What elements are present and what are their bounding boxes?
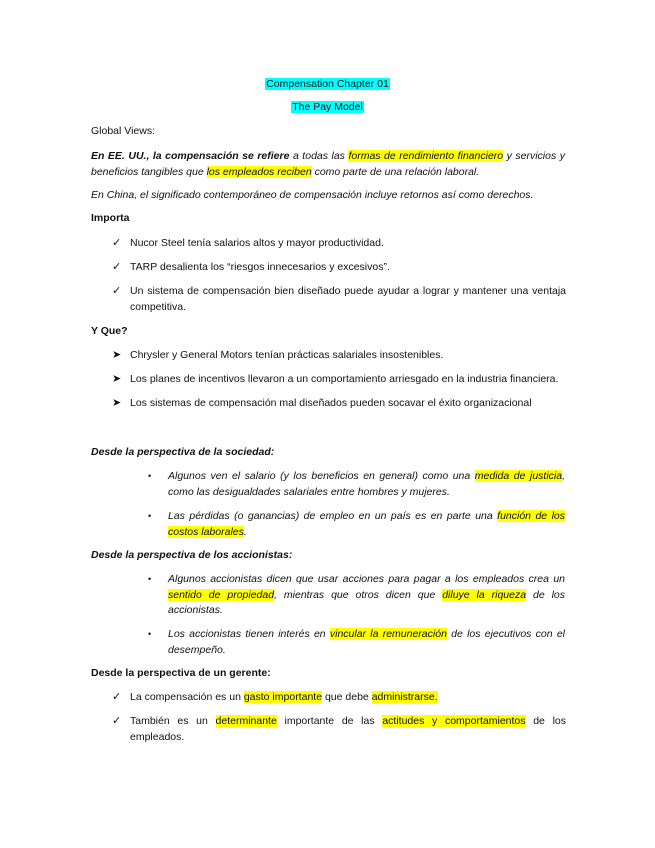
accionistas-item-1 xyxy=(168,572,565,619)
yque-heading: Y Que? xyxy=(91,325,128,337)
title-line xyxy=(0,77,655,93)
gerente-1-highlight-1: gasto importante xyxy=(243,691,323,703)
usa-paragraph xyxy=(91,149,565,180)
gerente-heading: Desde la perspectiva de un gerente: xyxy=(91,667,271,679)
gerente-2-text-2: importante de las xyxy=(276,715,383,727)
sociedad-2-text-1: Las pérdidas (o ganancias) de empleo en un país es en parte una xyxy=(168,510,498,522)
china-paragraph: En China, el significado contemporáneo de compensación incluye retornos así como derechos. xyxy=(91,189,534,201)
gerente-item-1 xyxy=(130,690,566,706)
global-views-label: Global Views: xyxy=(91,125,156,137)
gerente-2-highlight-2: actitudes y comportamientos xyxy=(382,715,526,727)
sociedad-item-2 xyxy=(168,509,565,540)
arrow-bullet-icon: ➤ xyxy=(112,373,122,385)
usa-bold-lead: En EE. UU., la compensación se refiere xyxy=(91,150,290,162)
gerente-1-text-1: La compensación es un xyxy=(130,691,244,703)
sociedad-heading: Desde la perspectiva de la sociedad: xyxy=(91,446,275,458)
gerente-2-text-3: de los empleados. xyxy=(130,715,566,743)
usa-highlight-1: formas de rendimiento financiero xyxy=(348,150,504,162)
gerente-1-text-2: que debe xyxy=(322,691,372,703)
check-icon: ✓ xyxy=(112,237,122,249)
accionistas-1-text-1: Algunos accionistas dicen que usar acciones para pagar a los empleados crea un xyxy=(168,573,565,585)
accionistas-1-text-2: , mientras que otros dicen que xyxy=(274,588,443,601)
usa-text-1: a todas las xyxy=(289,150,349,162)
sociedad-2-text-2: . xyxy=(243,525,247,538)
importa-heading: Importa xyxy=(91,212,130,224)
bullet-icon: • xyxy=(148,574,152,584)
bullet-icon: • xyxy=(148,471,152,481)
check-icon: ✓ xyxy=(112,285,122,297)
bullet-icon: • xyxy=(148,511,152,521)
accionistas-1-highlight-1: sentido de propiedad xyxy=(168,588,275,601)
accionistas-1-text-3: de los accionistas. xyxy=(168,588,565,616)
gerente-item-2 xyxy=(130,714,566,745)
accionistas-item-2 xyxy=(168,627,565,658)
accionistas-2-highlight: vincular la remuneración xyxy=(329,628,447,640)
yque-item-3: Los sistemas de compensación mal diseñados pueden socavar el éxito organizacional xyxy=(130,397,532,409)
arrow-bullet-icon: ➤ xyxy=(112,349,122,361)
importa-item-2: TARP desalienta los “riesgos innecesarios y excesivos”. xyxy=(130,261,390,273)
accionistas-heading: Desde la perspectiva de los accionistas: xyxy=(91,549,293,561)
gerente-2-text-1: También es un xyxy=(130,715,216,727)
importa-item-1: Nucor Steel tenía salarios altos y mayor productividad. xyxy=(130,237,384,249)
yque-item-1: Chrysler y General Motors tenían prácticas salariales insostenibles. xyxy=(130,349,444,361)
gerente-2-highlight-1: determinante xyxy=(215,715,277,727)
bullet-icon: • xyxy=(148,629,152,639)
sociedad-1-text-1: Algunos ven el salario (y los beneficios en general) como una xyxy=(168,470,475,482)
check-icon: ✓ xyxy=(112,691,122,703)
accionistas-1-highlight-2: diluye la riqueza xyxy=(442,588,527,601)
usa-text-3: como parte de una relación laboral. xyxy=(311,165,480,178)
usa-highlight-2: los empleados reciben xyxy=(206,165,312,178)
gerente-1-highlight-2: administrarse. xyxy=(371,691,438,703)
sociedad-1-highlight: medida de justicia xyxy=(474,470,563,482)
sociedad-1-text-2: , como las desigualdades salariales entre hombres y mujeres. xyxy=(168,470,565,498)
check-icon: ✓ xyxy=(112,261,122,273)
accionistas-2-text-2: de los ejecutivos con el desempeño. xyxy=(168,628,565,656)
subtitle-line xyxy=(0,100,655,116)
arrow-bullet-icon: ➤ xyxy=(112,397,122,409)
document-subtitle: The Pay Model xyxy=(292,101,363,113)
usa-text-2: y servicios y beneficios tangibles que xyxy=(91,150,565,178)
sociedad-item-1 xyxy=(168,469,565,500)
document-title: Compensation Chapter 01 xyxy=(266,78,389,90)
yque-item-2: Los planes de incentivos llevaron a un comportamiento arriesgado en la industria financiera. xyxy=(130,373,559,385)
importa-item-3: Un sistema de compensación bien diseñado puede ayudar a lograr y mantener una ventaja competitiva. xyxy=(130,285,566,313)
sociedad-2-highlight: función de los costos laborales xyxy=(168,510,565,538)
check-icon: ✓ xyxy=(112,715,122,727)
accionistas-2-text-1: Los accionistas tienen interés en xyxy=(168,628,330,640)
